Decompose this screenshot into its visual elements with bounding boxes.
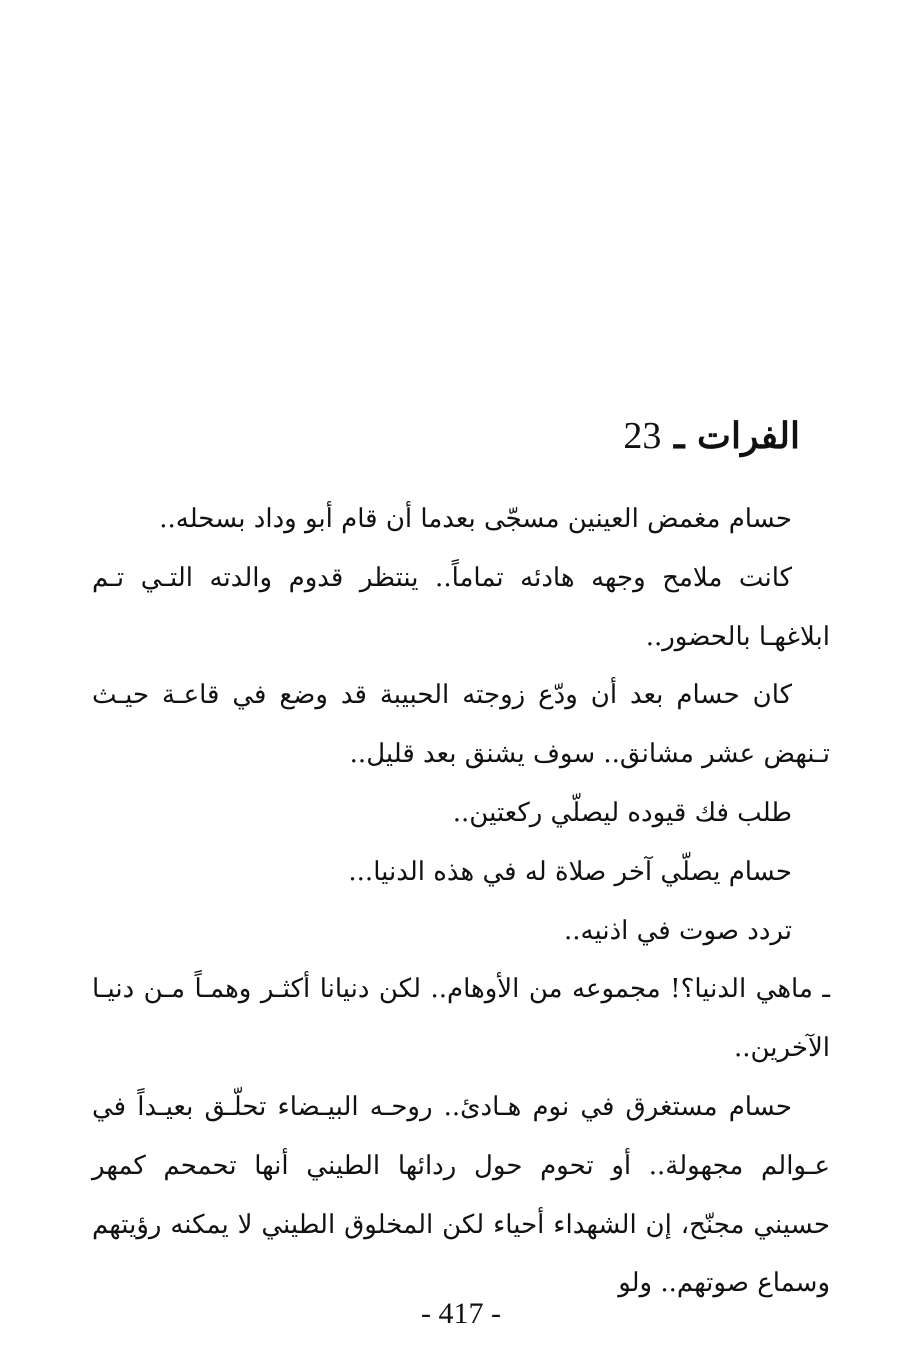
- paragraph-4: طلب فك قيوده ليصلّي ركعتين..: [452, 797, 792, 828]
- chapter-heading: [623, 412, 800, 460]
- chapter-body: [92, 490, 830, 1313]
- paragraph-7: ـ ماهي الدنيا؟! مجموعه من الأوهام.. لكن دنيانا أكثـر وهمـاً مـن دنيـا الآخرين..: [92, 974, 830, 1064]
- page-number: - 417 -: [421, 1297, 501, 1330]
- chapter-number: 23: [623, 415, 662, 457]
- paragraph-5: حسام يصلّي آخر صلاة له في هذه الدنيا...: [348, 856, 792, 887]
- paragraph-3: كان حسام بعد أن ودّع زوجته الحبيبة قد وضع في قاعـة حيـث تـنهض عشر مشانق.. سوف يشنق بعد قليل..: [92, 680, 830, 770]
- paragraph-1: حسام مغمض العينين مسجّى بعدما أن قام أبو وداد بسحله..: [159, 504, 792, 534]
- paragraph-6: تردد صوت في اذنيه..: [564, 915, 792, 946]
- chapter-title: الفرات ـ: [673, 415, 800, 457]
- paragraph-2: كانت ملامح وجهه هادئه تماماً.. ينتظر قدوم والدته التـي تـم ابلاغهـا بالحضور..: [92, 562, 830, 652]
- paragraph-8: حسام مستغرق في نوم هـادئ.. روحـه البيـضاء تحلّـق بعيـداً في عـوالم مجهولة.. أو تحوم حول ردائها الطيني أنها تحمحم كمهر حسيني مجنّح، إن الشهداء أحياء لكن المخلوق الطيني لا يمكنه رؤيتهم وسماع صوتهم.. ولو: [92, 1091, 830, 1299]
